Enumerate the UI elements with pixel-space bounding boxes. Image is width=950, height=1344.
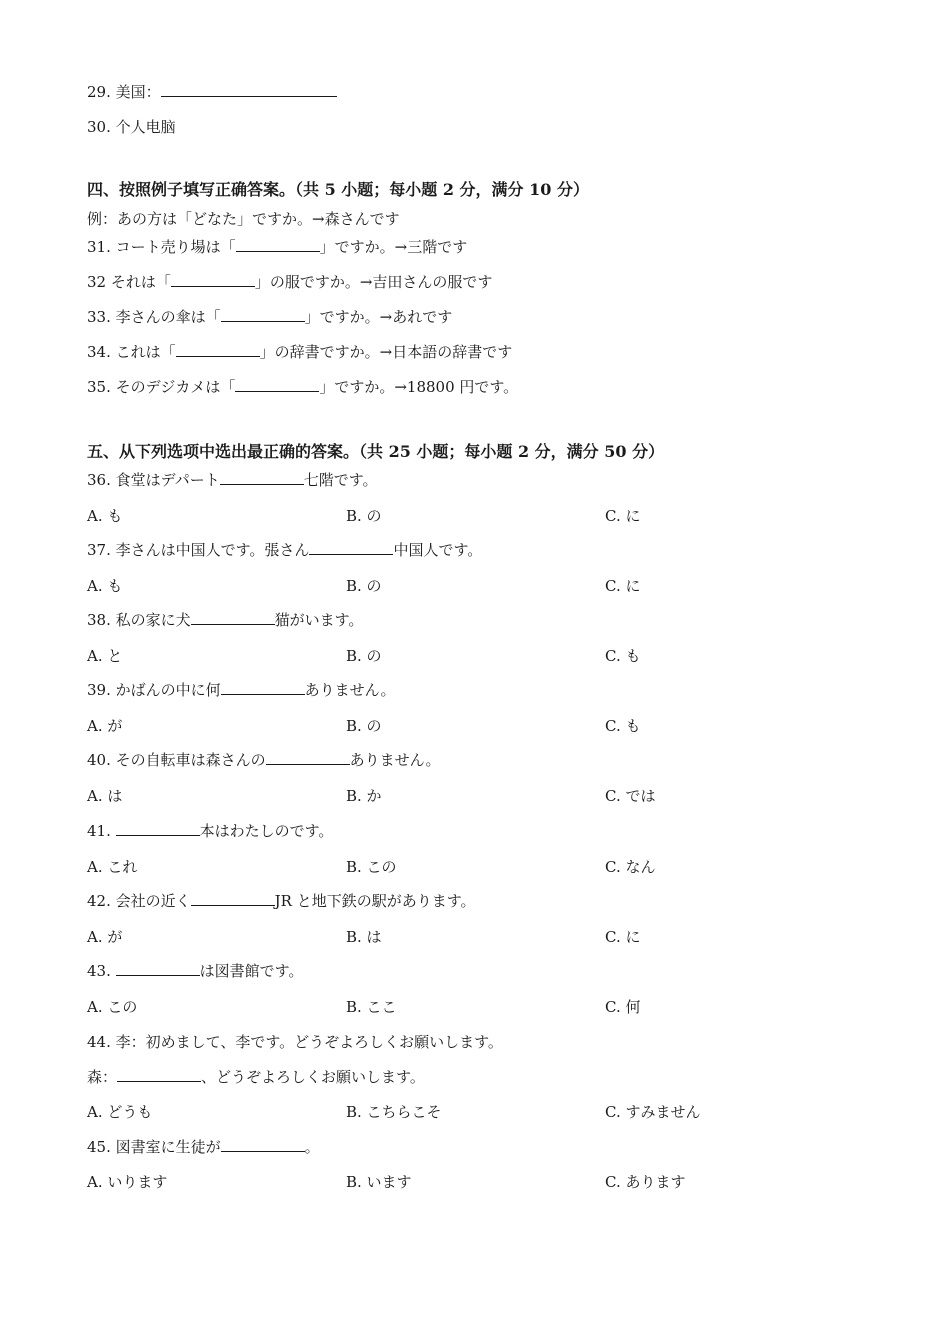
question-35: [87, 377, 518, 397]
option-b[interactable]: B. こちらこそ: [346, 1103, 442, 1121]
question-prefix: 37. 李さんは中国人です。張さん: [87, 541, 310, 559]
question-suffix: 、どうぞよろしくお願いします。: [201, 1068, 425, 1086]
question-prefix: 43.: [87, 962, 116, 980]
option-b[interactable]: B. の: [346, 717, 382, 735]
option-b[interactable]: B. は: [346, 928, 382, 946]
question-suffix: 」ですか。→18800 円です。: [319, 378, 519, 396]
option-c[interactable]: C. も: [605, 717, 641, 735]
question-suffix: 」の辞書ですか。→日本語の辞書です: [259, 343, 513, 361]
option-b[interactable]: B. います: [346, 1173, 412, 1191]
question-suffix: 七階です。: [303, 471, 378, 489]
answer-blank[interactable]: [191, 610, 275, 625]
option-c[interactable]: C. に: [605, 928, 641, 946]
question-prefix: 41.: [87, 822, 116, 840]
question-43: [87, 961, 303, 981]
question-suffix: 本はわたしのです。: [199, 822, 334, 840]
option-c[interactable]: C. 何: [605, 998, 641, 1016]
section-4-example: 例：あの方は「どなた」ですか。→森さんです: [87, 210, 400, 228]
question-prefix: 34. これは「: [87, 343, 176, 361]
option-a[interactable]: A. が: [87, 928, 123, 946]
option-b[interactable]: B. の: [346, 647, 382, 665]
question-prefix: 40. その自転車は森さんの: [87, 751, 266, 769]
question-prefix: 31. コート売り場は「: [87, 238, 236, 256]
question-suffix: 中国人です。: [393, 541, 483, 559]
question-suffix: は図書館です。: [199, 962, 304, 980]
option-c[interactable]: C. あります: [605, 1173, 686, 1191]
question-prefix: 45. 図書室に生徒が: [87, 1138, 221, 1156]
answer-blank[interactable]: [161, 82, 337, 97]
question-34: [87, 342, 512, 362]
question-30: [87, 117, 176, 137]
question-suffix: ありません。: [349, 751, 441, 769]
question-39: [87, 680, 396, 700]
option-b[interactable]: B. か: [346, 787, 382, 805]
question-suffix: 」の服ですか。→吉田さんの服です: [254, 273, 493, 291]
question-41: [87, 821, 333, 841]
question-suffix: 」ですか。→三階です: [319, 238, 468, 256]
option-a[interactable]: A. と: [87, 647, 123, 665]
question-prefix: 42. 会社の近く: [87, 892, 191, 910]
answer-blank[interactable]: [220, 470, 304, 485]
answer-blank[interactable]: [235, 377, 319, 392]
question-prefix: 38. 私の家に犬: [87, 611, 191, 629]
question-44: 44. 李：初めまして、李です。どうぞよろしくお願いします。: [87, 1033, 503, 1051]
option-a[interactable]: A. これ: [87, 858, 138, 876]
question-29-text: 29. 美国：: [87, 83, 161, 101]
section-5-heading: 五、从下列选项中选出最正确的答案。（共 25 小题；每小题 2 分，满分 50 分）: [87, 442, 665, 461]
option-c[interactable]: C. も: [605, 647, 641, 665]
option-a[interactable]: A. も: [87, 507, 123, 525]
answer-blank[interactable]: [191, 891, 275, 906]
question-38: [87, 610, 363, 630]
question-44-reply: [87, 1067, 425, 1087]
question-prefix: 32 それは「: [87, 273, 171, 291]
question-30-text: 30. 个人电脑: [87, 118, 176, 136]
question-prefix: 39. かばんの中に何: [87, 681, 221, 699]
option-c[interactable]: C. なん: [605, 858, 656, 876]
option-b[interactable]: B. この: [346, 858, 397, 876]
question-42: [87, 891, 476, 911]
answer-blank[interactable]: [309, 540, 393, 555]
option-b[interactable]: B. の: [346, 507, 382, 525]
question-32: [87, 272, 492, 292]
question-prefix: 33. 李さんの傘は「: [87, 308, 221, 326]
option-a[interactable]: A. いります: [87, 1173, 168, 1191]
answer-blank[interactable]: [117, 1067, 201, 1082]
question-suffix: JR と地下鉄の駅があります。: [274, 892, 476, 910]
question-36: [87, 470, 378, 490]
question-33: [87, 307, 452, 327]
section-4-heading: 四、按照例子填写正确答案。（共 5 小题；每小题 2 分，满分 10 分）: [87, 180, 589, 199]
answer-blank[interactable]: [176, 342, 260, 357]
question-prefix: 35. そのデジカメは「: [87, 378, 236, 396]
question-29: [87, 82, 337, 102]
option-a[interactable]: A. どうも: [87, 1103, 153, 1121]
answer-blank[interactable]: [221, 1137, 305, 1152]
option-c[interactable]: C. すみません: [605, 1103, 701, 1121]
option-b[interactable]: B. ここ: [346, 998, 397, 1016]
answer-blank[interactable]: [116, 961, 200, 976]
question-31: [87, 237, 467, 257]
option-a[interactable]: A. も: [87, 577, 123, 595]
answer-blank[interactable]: [116, 821, 200, 836]
option-a[interactable]: A. は: [87, 787, 123, 805]
question-suffix: 猫がいます。: [274, 611, 364, 629]
answer-blank[interactable]: [266, 750, 350, 765]
option-b[interactable]: B. の: [346, 577, 382, 595]
answer-blank[interactable]: [221, 307, 305, 322]
answer-blank[interactable]: [221, 680, 305, 695]
option-c[interactable]: C. に: [605, 577, 641, 595]
option-c[interactable]: C. では: [605, 787, 656, 805]
option-a[interactable]: A. が: [87, 717, 123, 735]
question-suffix: 」ですか。→あれです: [304, 308, 453, 326]
question-40: [87, 750, 441, 770]
question-45: [87, 1137, 320, 1157]
question-prefix: 森：: [87, 1068, 118, 1086]
answer-blank[interactable]: [171, 272, 255, 287]
question-suffix: ありません。: [304, 681, 396, 699]
question-37: [87, 540, 482, 560]
option-a[interactable]: A. この: [87, 998, 138, 1016]
option-c[interactable]: C. に: [605, 507, 641, 525]
question-suffix: 。: [304, 1138, 320, 1156]
answer-blank[interactable]: [236, 237, 320, 252]
question-prefix: 36. 食堂はデパート: [87, 471, 220, 489]
